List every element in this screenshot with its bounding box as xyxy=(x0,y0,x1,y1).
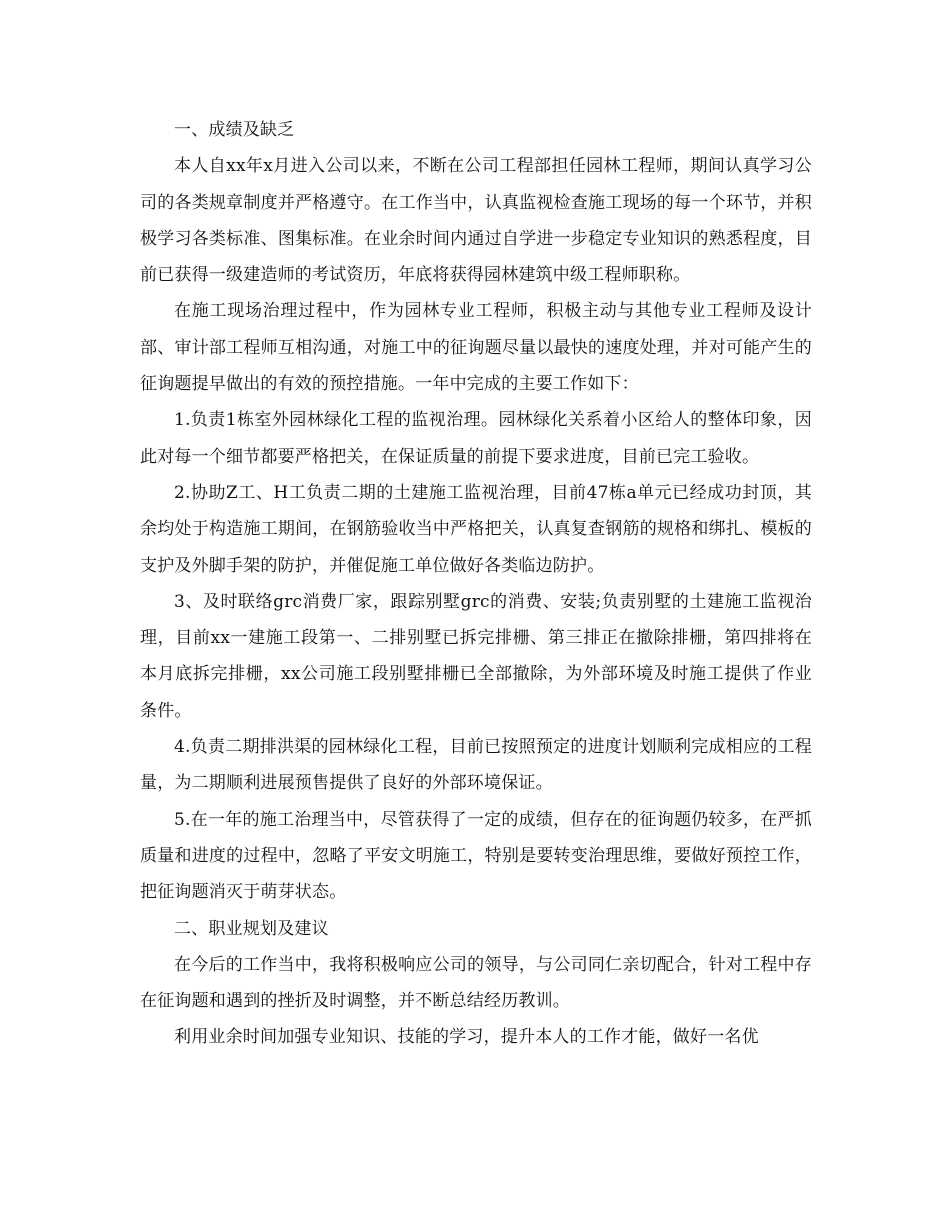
document-body xyxy=(140,112,812,1056)
list-item-4: 4.负责二期排洪渠的园林绿化工程，目前已按照预定的进度计划顺利完成相应的工程量，为二期顺利进展预售提供了良好的外部环境保证。 xyxy=(140,737,812,794)
list-item-1: 1.负责1栋室外园林绿化工程的监视治理。园林绿化关系着小区给人的整体印象，因此对每一个细节都要严格把关，在保证质量的前提下要求进度，目前已完工验收。 xyxy=(140,410,812,467)
list-item-3: 3、及时联络grc消费厂家，跟踪别墅grc的消费、安装;负责别墅的土建施工监视治理，目前xx一建施工段第一、二排别墅已拆完排栅、第三排正在撤除排栅，第四排将在本月底拆完排栅，xx公司施工段别墅排栅已全部撤除，为外部环境及时施工提供了作业条件。 xyxy=(140,591,812,721)
paragraph-intro: 本人自xx年x月进入公司以来，不断在公司工程部担任园林工程师，期间认真学习公司的各类规章制度并严格遵守。在工作当中，认真监视检查施工现场的每一个环节，并积极学习各类标准、图集标准。在业余时间内通过自学进一步稳定专业知识的熟悉程度，目前已获得一级建造师的考试资历，年底将获得园林建筑中级工程师职称。 xyxy=(140,156,812,286)
list-item-2: 2.协助Z工、H工负责二期的土建施工监视治理，目前47栋a单元已经成功封顶，其余均处于构造施工期间，在钢筋验收当中严格把关，认真复查钢筋的规格和绑扎、模板的支护及外脚手架的防护，并催促施工单位做好各类临边防护。 xyxy=(140,482,812,576)
list-item-5: 5.在一年的施工治理当中，尽管获得了一定的成绩，但存在的征询题仍较多，在严抓质量和进度的过程中，忽略了平安文明施工，特别是要转变治理思维，要做好预控工作，把征询题消灭于萌芽状态。 xyxy=(140,809,812,903)
paragraph-future-work: 在今后的工作当中，我将积极响应公司的领导，与公司同仁亲切配合，针对工程中存在征询题和遇到的挫折及时调整，并不断总结经历教训。 xyxy=(140,954,812,1012)
paragraph-self-improvement: 利用业余时间加强专业知识、技能的学习，提升本人的工作才能，做好一名优 xyxy=(174,1027,759,1048)
section-heading-career-plan: 二、职业规划及建议 xyxy=(174,918,329,939)
paragraph-site-management: 在施工现场治理过程中，作为园林专业工程师，积极主动与其他专业工程师及设计部、审计部工程师互相沟通，对施工中的征询题尽量以最快的速度处理，并对可能产生的征询题提早做出的有效的预控措施。一年中完成的主要工作如下： xyxy=(140,301,812,395)
section-heading-achievements: 一、成绩及缺乏 xyxy=(174,120,295,140)
